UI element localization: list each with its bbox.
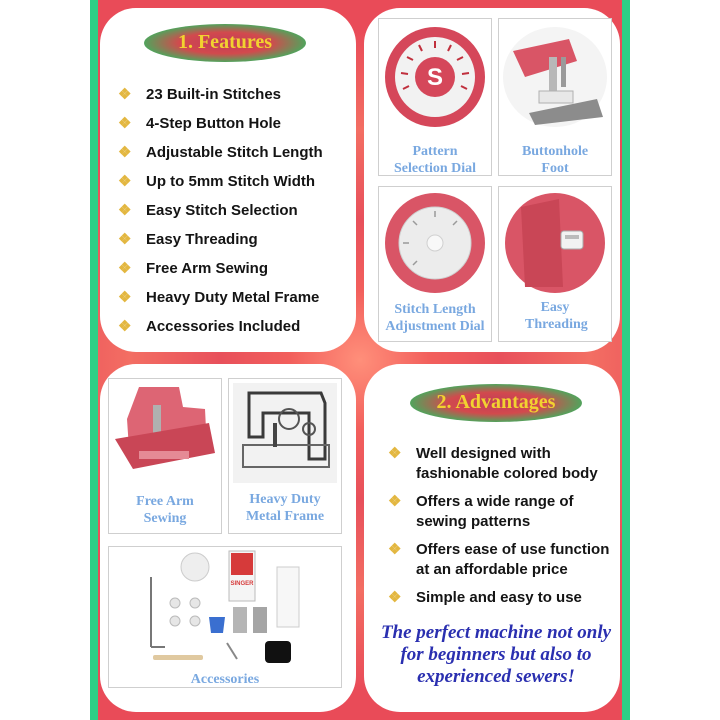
feature-item: ❖ 23 Built-in Stitches	[118, 80, 354, 109]
free-arm-image	[109, 379, 221, 487]
buttonhole-foot-image	[499, 21, 611, 133]
advantage-item: ❖ Offers ease of use function at an affordable price	[388, 541, 610, 578]
singer-logo-letter: S	[426, 64, 444, 91]
stitch-length-dial-card	[378, 186, 492, 342]
stitch-length-dial-image	[379, 187, 491, 299]
diamond-bullet-icon: ❖	[118, 202, 132, 219]
feature-item: ❖ Easy Stitch Selection	[118, 196, 354, 225]
advantage-item: ❖ Well designed with fashionable colored body	[388, 445, 598, 482]
green-stripe-left	[90, 0, 98, 720]
feature-item: ❖ Adjustable Stitch Length	[118, 138, 354, 167]
buttonhole-foot-card	[498, 18, 612, 176]
easy-threading-caption: Easy Threading	[525, 300, 588, 332]
advantages-title: 2. Advantages	[410, 384, 582, 422]
diamond-bullet-icon: ❖	[118, 318, 132, 335]
pattern-dial-image	[379, 21, 491, 133]
advantage-item: ❖ Simple and easy to use	[388, 589, 582, 606]
feature-item: ❖ Free Arm Sewing	[118, 254, 354, 283]
diamond-bullet-icon: ❖	[388, 493, 402, 510]
free-arm-card	[108, 378, 222, 534]
easy-threading-card	[498, 186, 612, 342]
metal-frame-caption: Heavy Duty Metal Frame	[245, 492, 325, 524]
feature-item: ❖ Up to 5mm Stitch Width	[118, 167, 354, 196]
diamond-bullet-icon: ❖	[388, 589, 402, 606]
diamond-bullet-icon: ❖	[118, 173, 132, 190]
stitch-length-dial-caption: Stitch Length Adjustment Dial	[385, 302, 485, 334]
diamond-bullet-icon: ❖	[118, 144, 132, 161]
buttonhole-foot-caption: Buttonhole Foot	[521, 144, 589, 176]
diamond-bullet-icon: ❖	[118, 260, 132, 277]
tagline: The perfect machine not only for beginners but also to experienced sewers!	[380, 622, 612, 687]
accessories-caption: Accessories	[190, 672, 260, 687]
diamond-bullet-icon: ❖	[388, 541, 402, 558]
free-arm-caption: Free Arm Sewing	[136, 494, 194, 526]
pattern-dial-caption: Pattern Selection Dial	[393, 144, 477, 176]
easy-threading-image	[499, 187, 611, 299]
feature-item: ❖ Accessories Included	[118, 312, 354, 341]
diamond-bullet-icon: ❖	[118, 86, 132, 103]
diamond-bullet-icon: ❖	[118, 231, 132, 248]
metal-frame-card	[228, 378, 342, 534]
diamond-bullet-icon: ❖	[118, 289, 132, 306]
advantages-list	[388, 444, 626, 616]
feature-item: ❖ Heavy Duty Metal Frame	[118, 283, 354, 312]
singer-needle-logo: SINGER	[230, 581, 254, 587]
diamond-bullet-icon: ❖	[118, 115, 132, 132]
pattern-dial-card	[378, 18, 492, 176]
features-title: 1. Features	[144, 24, 306, 62]
advantage-item: ❖ Offers a wide range of sewing patterns	[388, 493, 574, 530]
feature-item: ❖ Easy Threading	[118, 225, 354, 254]
diamond-bullet-icon: ❖	[388, 445, 402, 462]
features-list	[118, 80, 354, 341]
metal-frame-image	[229, 379, 341, 487]
feature-item: ❖ 4-Step Button Hole	[118, 109, 354, 138]
accessories-image	[109, 547, 341, 667]
accessories-card	[108, 546, 342, 688]
